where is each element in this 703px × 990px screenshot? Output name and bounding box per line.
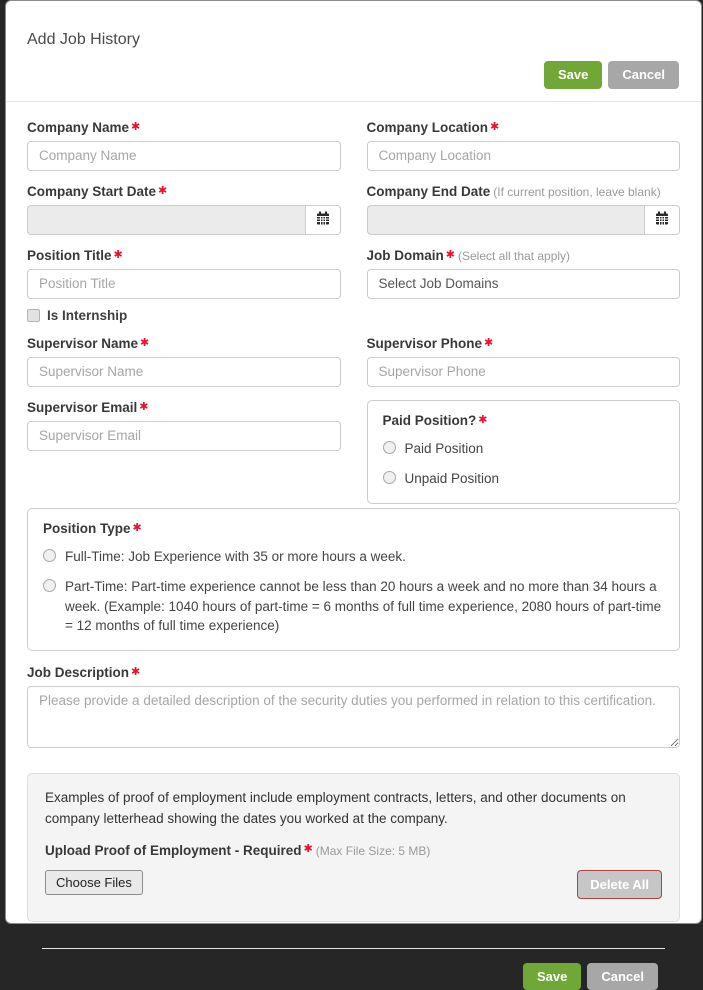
full-time-radio[interactable] — [43, 549, 56, 562]
header-actions — [27, 61, 679, 89]
job-description-group — [27, 665, 680, 753]
save-button-top[interactable]: Save — [544, 61, 602, 89]
position-type-label: Position Type ✱ — [43, 520, 142, 536]
company-end-date-group — [367, 184, 681, 235]
part-time-option-row — [43, 577, 664, 636]
cancel-button-bottom[interactable]: Cancel — [587, 963, 658, 990]
required-asterisk: ✱ — [490, 120, 500, 133]
company-location-input[interactable] — [367, 141, 681, 171]
dialog-header — [6, 1, 701, 102]
supervisor-email-label: Supervisor Email ✱ — [27, 399, 149, 415]
required-asterisk: ✱ — [139, 400, 149, 413]
unpaid-position-option-label: Unpaid Position — [404, 471, 500, 487]
paid-position-label: Paid Position? ✱ — [382, 412, 488, 428]
company-end-date-input[interactable] — [367, 205, 645, 235]
company-name-label: Company Name ✱ — [27, 119, 141, 135]
supervisor-email-input[interactable] — [27, 421, 341, 451]
dialog-body — [6, 102, 701, 990]
is-internship-row — [27, 308, 341, 323]
dialog-footer — [42, 948, 665, 990]
job-domain-select[interactable]: Select Job Domains — [367, 269, 681, 299]
company-name-input[interactable] — [27, 141, 341, 171]
upload-actions-row — [45, 870, 662, 899]
is-internship-checkbox[interactable] — [27, 309, 40, 322]
paid-position-radio[interactable] — [383, 441, 396, 454]
delete-all-button[interactable]: Delete All — [577, 870, 662, 899]
calendar-icon — [655, 211, 669, 228]
required-asterisk: ✱ — [132, 521, 142, 534]
job-domain-label: Job Domain ✱ (Select all that apply) — [366, 247, 571, 263]
required-asterisk: ✱ — [131, 120, 141, 133]
required-asterisk: ✱ — [158, 184, 168, 197]
company-end-date-label: Company End Date (If current position, leave blank) — [366, 183, 661, 199]
supervisor-name-label: Supervisor Name ✱ — [27, 335, 150, 351]
upload-label-row — [45, 842, 662, 860]
end-date-calendar-button[interactable] — [644, 205, 680, 235]
unpaid-position-option-row — [383, 469, 665, 489]
paid-position-box — [367, 400, 681, 504]
cancel-button-top[interactable]: Cancel — [608, 61, 679, 89]
paid-position-option-row — [383, 439, 665, 459]
required-asterisk: ✱ — [484, 336, 494, 349]
supervisor-email-group — [27, 400, 341, 451]
required-asterisk: ✱ — [303, 842, 313, 855]
company-start-date-group — [27, 184, 341, 235]
supervisor-name-group — [27, 336, 341, 387]
required-asterisk: ✱ — [140, 336, 150, 349]
company-start-date-label: Company Start Date ✱ — [27, 183, 168, 199]
calendar-icon — [316, 211, 330, 228]
upload-panel — [27, 773, 680, 922]
choose-files-button[interactable]: Choose Files — [45, 870, 143, 895]
save-button-bottom[interactable]: Save — [523, 963, 581, 990]
position-title-input[interactable] — [27, 269, 341, 299]
required-asterisk: ✱ — [445, 248, 455, 261]
full-time-option-label: Full-Time: Job Experience with 35 or more hours a week. — [65, 548, 406, 564]
page-title: Add Job History — [27, 31, 140, 48]
company-name-group — [27, 120, 341, 171]
supervisor-name-input[interactable] — [27, 357, 341, 387]
supervisor-phone-label: Supervisor Phone ✱ — [366, 335, 494, 351]
upload-info-text: Examples of proof of employment include employment contracts, letters, and other documents on company letterhead showing the dates you worked at the company. — [45, 789, 626, 826]
job-description-label: Job Description ✱ — [27, 664, 141, 680]
company-location-label: Company Location ✱ — [366, 119, 500, 135]
position-title-label: Position Title ✱ — [27, 247, 123, 263]
add-job-history-dialog — [5, 0, 702, 984]
required-asterisk: ✱ — [478, 413, 488, 426]
job-domain-group — [367, 248, 681, 299]
part-time-radio[interactable] — [43, 579, 56, 592]
unpaid-position-radio[interactable] — [383, 471, 396, 484]
upload-hint: (Max File Size: 5 MB) — [315, 843, 431, 858]
supervisor-phone-group — [367, 336, 681, 387]
position-type-box — [27, 508, 680, 651]
start-date-calendar-button[interactable] — [305, 205, 341, 235]
end-date-hint: (If current position, leave blank) — [493, 184, 661, 199]
required-asterisk: ✱ — [113, 248, 123, 261]
supervisor-phone-input[interactable] — [367, 357, 681, 387]
paid-position-option-label: Paid Position — [404, 440, 484, 456]
company-location-group — [367, 120, 681, 171]
required-asterisk: ✱ — [131, 665, 141, 678]
part-time-option-label: Part-Time: Part-time experience cannot be less than 20 hours a week and no more than 34 hours a week. (Example: 1040 hours of part-time = 6 months of full time experience, 2080 hours of part-time = 12 months of full time experience) — [65, 579, 662, 634]
upload-label: Upload Proof of Employment - Required — [45, 842, 302, 858]
is-internship-label: Is Internship — [47, 307, 128, 323]
job-domain-hint: (Select all that apply) — [457, 248, 571, 263]
job-description-textarea[interactable] — [27, 686, 680, 748]
company-start-date-input[interactable] — [27, 205, 305, 235]
position-title-group — [27, 248, 341, 323]
full-time-option-row — [43, 547, 664, 567]
